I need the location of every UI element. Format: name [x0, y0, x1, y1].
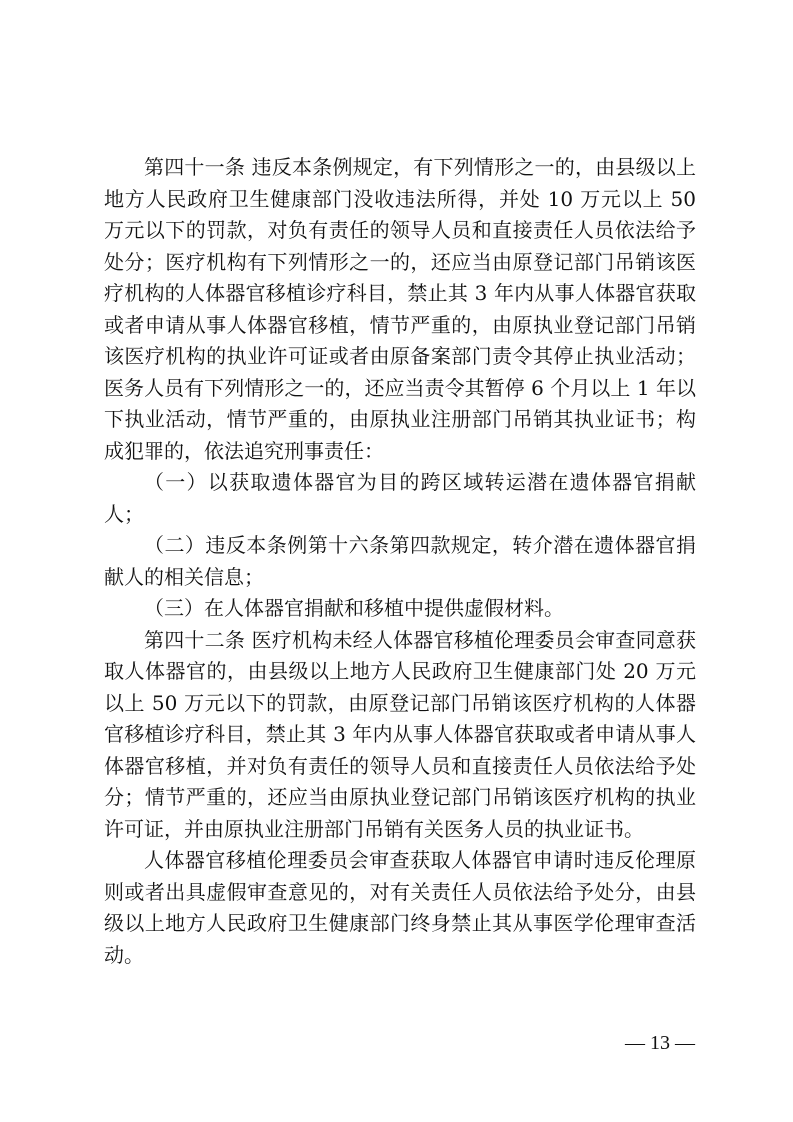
article-41-item-2: （二）违反本条例第十六条第四款规定，转介潜在遗体器官捐献人的相关信息； — [104, 533, 696, 589]
page-number: — 13 — — [625, 1032, 695, 1054]
article-42-paragraph: 第四十二条 医疗机构未经人体器官移植伦理委员会审查同意获取人体器官的，由县级以上地方人民政府卫生健康部门处 20 万元以上 50 万元以下的罚款，由原登记部门吊销该医疗机构的人体器官移植诊疗科目，禁止其 3 年内从事人体器官获取或者申请从事人体器官移植，并对负有责任的领导人员和直接责任人员依法给予处分；情节严重的，还应当由原执业登记部门吊销该医疗机构的执业许可证，并由原执业注册部门吊销有关医务人员的执业证书。 — [104, 627, 696, 841]
document-body — [104, 152, 696, 971]
article-41-paragraph: 第四十一条 违反本条例规定，有下列情形之一的，由县级以上地方人民政府卫生健康部门没收违法所得，并处 10 万元以上 50 万元以下的罚款，对负有责任的领导人员和直接责任人员依法给予处分；医疗机构有下列情形之一的，还应当由原登记部门吊销该医疗机构的人体器官移植诊疗科目，禁止其 3 年内从事人体器官获取或者申请从事人体器官移植，情节严重的，由原执业登记部门吊销该医疗机构的执业许可证或者由原备案部门责令其停止执业活动；医务人员有下列情形之一的，还应当责令其暂停 6 个月以上 1 年以下执业活动，情节严重的，由原执业注册部门吊销其执业证书；构成犯罪的，依法追究刑事责任： — [104, 155, 696, 463]
article-42-second-paragraph: 人体器官移植伦理委员会审查获取人体器官申请时违反伦理原则或者出具虚假审查意见的，对有关责任人员依法给予处分，由县级以上地方人民政府卫生健康部门终身禁止其从事医学伦理审查活动。 — [104, 848, 696, 967]
article-41-item-1: （一）以获取遗体器官为目的跨区域转运潜在遗体器官捐献人； — [104, 470, 696, 526]
article-41-item-3: （三）在人体器官捐献和移植中提供虚假材料。 — [144, 596, 564, 620]
